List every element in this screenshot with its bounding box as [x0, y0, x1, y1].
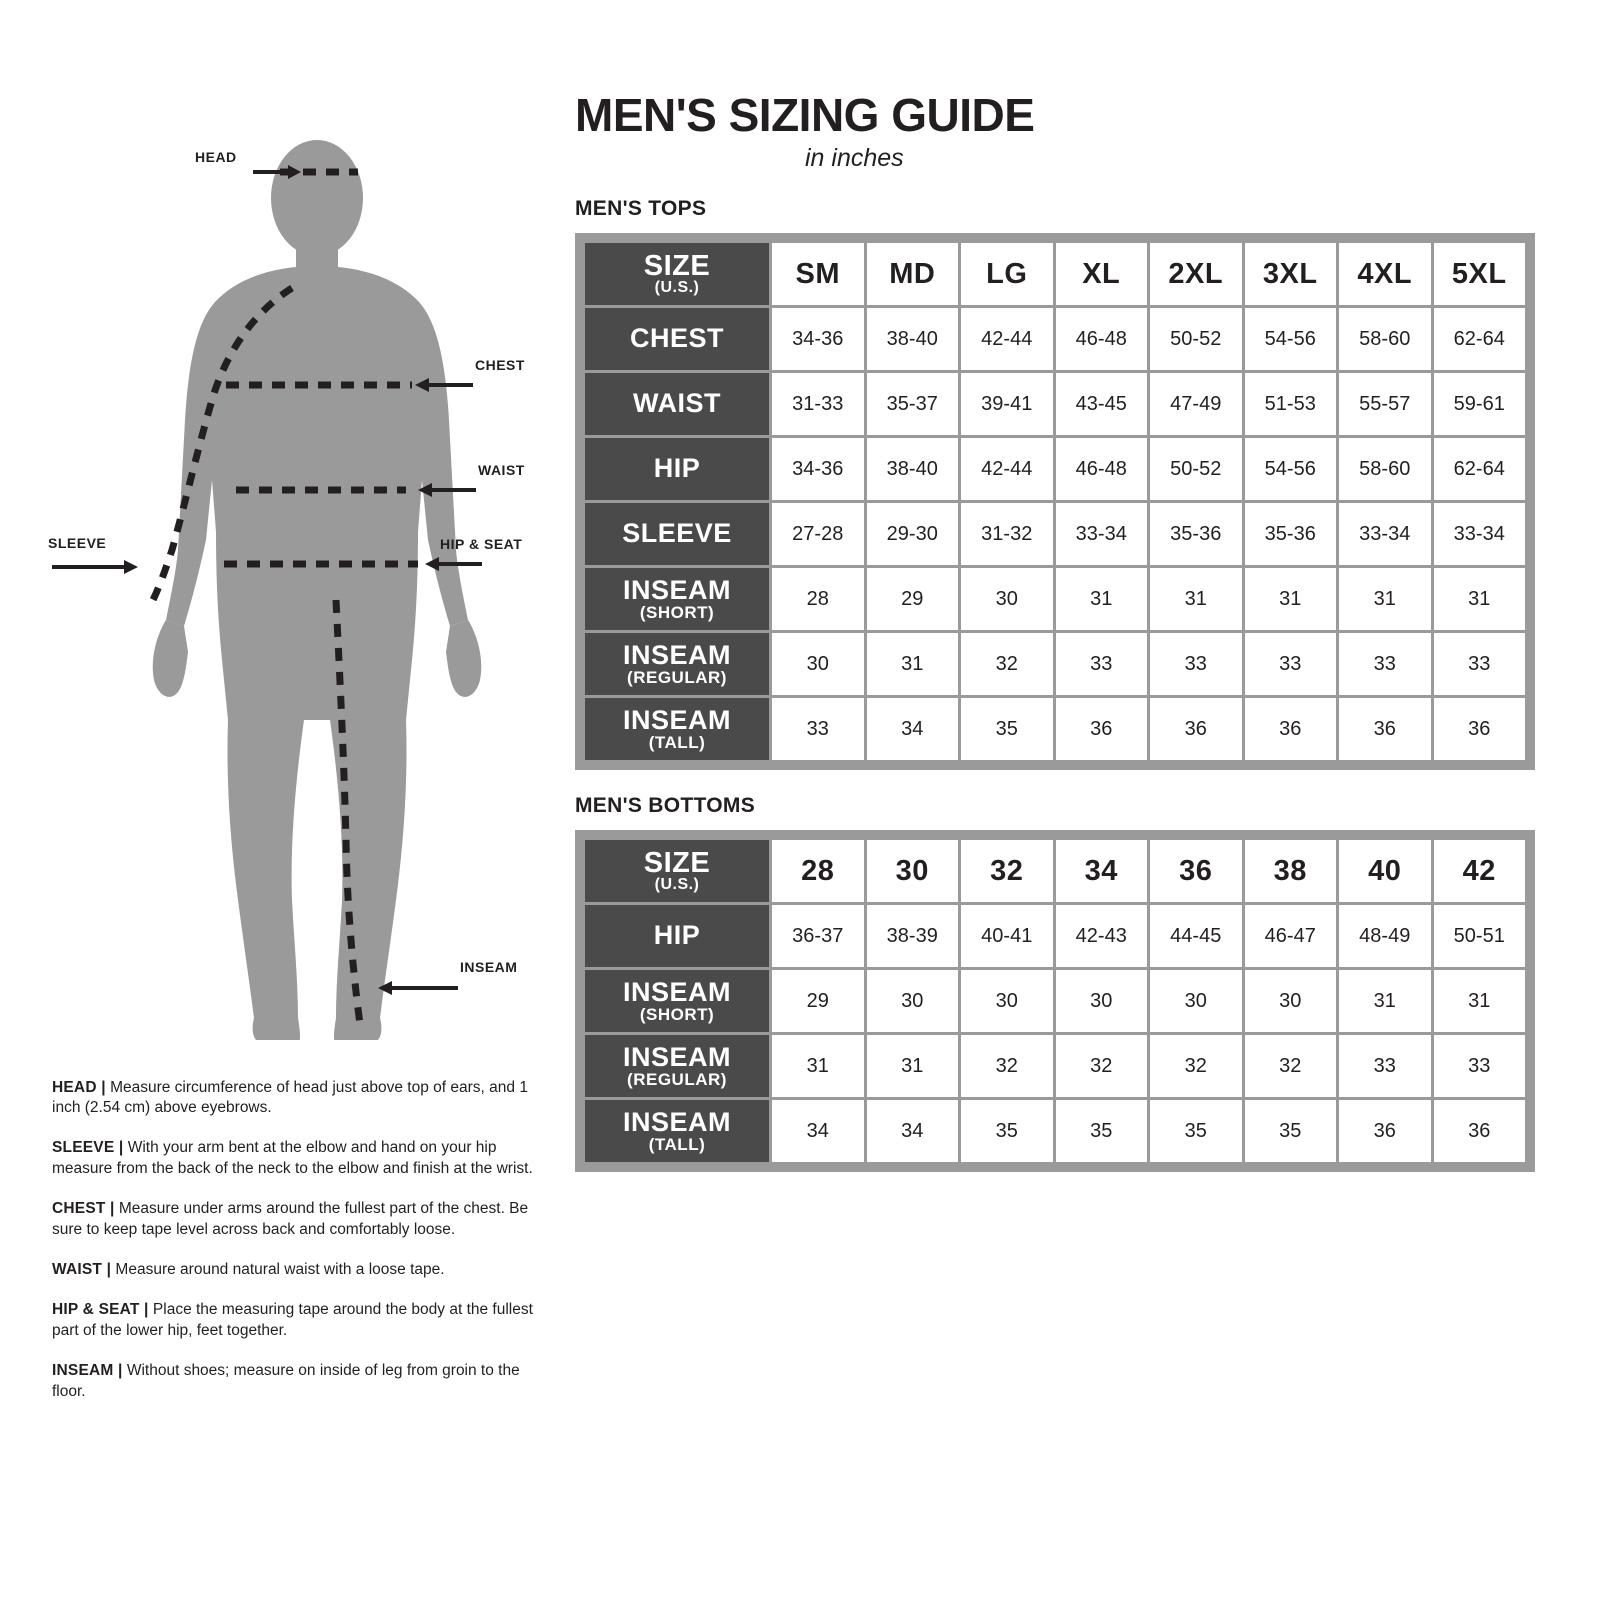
bottoms-cell: 34 [771, 1099, 866, 1164]
label-head: HEAD [195, 149, 237, 165]
note-text-hip-seat: Place the measuring tape around the body at the fullest part of the lower hip, feet together. [52, 1300, 533, 1339]
tops-cell: 62-64 [1432, 307, 1527, 372]
callout-inseam [378, 959, 517, 995]
bottoms-cell: 44-45 [1149, 904, 1244, 969]
tops-row-main: HIP [653, 453, 701, 484]
note-sleeve [52, 1138, 552, 1180]
table-row [584, 1034, 1527, 1099]
bottoms-row-header [584, 904, 771, 969]
bottoms-cell: 33 [1338, 1034, 1433, 1099]
tops-cell: 50-52 [1149, 437, 1244, 502]
table-row [584, 502, 1527, 567]
table-row [584, 839, 1527, 904]
tops-row-header [584, 697, 771, 762]
bottoms-row-sub: (TALL) [648, 1134, 706, 1154]
bottoms-cell: 30 [1054, 969, 1149, 1034]
bottoms-cell: 46-47 [1243, 904, 1338, 969]
bottoms-cell: 31 [1338, 969, 1433, 1034]
tops-cell: 35-36 [1243, 502, 1338, 567]
bottoms-col-header: 42 [1432, 839, 1527, 904]
table-row [584, 437, 1527, 502]
bottoms-col-header: 38 [1243, 839, 1338, 904]
bottoms-cell: 36-37 [771, 904, 866, 969]
tops-row-header [584, 632, 771, 697]
bottoms-col-header: 34 [1054, 839, 1149, 904]
sizing-tables-column [575, 89, 1535, 1172]
tops-cell: 36 [1054, 697, 1149, 762]
tops-cell: 31 [1054, 567, 1149, 632]
note-term-chest: CHEST | [52, 1200, 115, 1218]
note-term-sleeve: SLEEVE | [52, 1139, 124, 1157]
page-subtitle: in inches [805, 144, 904, 172]
tops-cell: 34-36 [771, 437, 866, 502]
tops-cell: 33 [1243, 632, 1338, 697]
bottoms-cell: 35 [960, 1099, 1055, 1164]
bottoms-cell: 35 [1149, 1099, 1244, 1164]
tops-col-header: 4XL [1338, 242, 1433, 307]
bottoms-cell: 35 [1243, 1099, 1338, 1164]
tops-cell: 42-44 [960, 437, 1055, 502]
measurement-figure [40, 80, 560, 1040]
tops-cell: 62-64 [1432, 437, 1527, 502]
tops-cell: 33-34 [1432, 502, 1527, 567]
tops-cell: 33-34 [1054, 502, 1149, 567]
tops-cell: 35-37 [865, 372, 960, 437]
tops-cell: 43-45 [1054, 372, 1149, 437]
bottoms-cell: 31 [771, 1034, 866, 1099]
bottoms-cell: 30 [1243, 969, 1338, 1034]
tops-cell: 34 [865, 697, 960, 762]
tops-cell: 31 [1149, 567, 1244, 632]
tops-cell: 28 [771, 567, 866, 632]
tops-cell: 27-28 [771, 502, 866, 567]
tops-row-main: CHEST [629, 323, 724, 354]
silhouette-shape [153, 140, 482, 1040]
tops-row-sub: (SHORT) [639, 602, 715, 622]
tops-cell: 33 [1054, 632, 1149, 697]
tops-cell: 36 [1432, 697, 1527, 762]
note-text-chest: Measure under arms around the fullest part of the chest. Be sure to keep tape level across back and comfortably loose. [52, 1200, 529, 1239]
tops-cell: 38-40 [865, 307, 960, 372]
tops-cell: 54-56 [1243, 307, 1338, 372]
bottoms-cell: 36 [1432, 1099, 1527, 1164]
mens-bottoms-table [582, 837, 1528, 1165]
tops-row-header [584, 437, 771, 502]
tops-cell: 31-33 [771, 372, 866, 437]
note-waist [52, 1260, 552, 1281]
tops-col-header: SM [771, 242, 866, 307]
note-text-head: Measure circumference of head just above top of ears, and 1 inch (2.54 cm) above eyebrows. [52, 1078, 528, 1117]
note-chest [52, 1199, 552, 1241]
label-waist: WAIST [478, 462, 525, 478]
bottoms-cell: 42-43 [1054, 904, 1149, 969]
tops-cell: 31 [1432, 567, 1527, 632]
table-row [584, 242, 1527, 307]
tops-cell: 30 [960, 567, 1055, 632]
tops-cell: 29 [865, 567, 960, 632]
page-title: MEN'S SIZING GUIDE [575, 89, 1035, 141]
table-row [584, 632, 1527, 697]
tops-cell: 31 [1243, 567, 1338, 632]
tops-cell: 36 [1243, 697, 1338, 762]
tops-col-header: 2XL [1149, 242, 1244, 307]
tops-cell: 42-44 [960, 307, 1055, 372]
bottoms-cell: 50-51 [1432, 904, 1527, 969]
bottoms-cell: 40-41 [960, 904, 1055, 969]
tops-cell: 34-36 [771, 307, 866, 372]
bottoms-row-sub: (REGULAR) [627, 1069, 727, 1089]
tops-row-main: SLEEVE [622, 518, 732, 549]
section-label-bottoms: MEN'S BOTTOMS [575, 794, 756, 817]
tops-cell: 58-60 [1338, 307, 1433, 372]
tops-row-header [584, 307, 771, 372]
tops-cell: 46-48 [1054, 437, 1149, 502]
bottoms-cell: 33 [1432, 1034, 1527, 1099]
tops-row-main: WAIST [633, 388, 721, 419]
bottoms-row-main: INSEAM [622, 977, 731, 1008]
bottoms-table-frame [575, 830, 1535, 1172]
label-hip-seat: HIP & SEAT [440, 536, 523, 552]
bottoms-cell: 32 [960, 1034, 1055, 1099]
bottoms-corner-main: SIZE [643, 846, 711, 879]
note-term-head: HEAD | [52, 1078, 106, 1096]
note-head [52, 1078, 552, 1120]
table-row [584, 904, 1527, 969]
tops-cell: 33 [1432, 632, 1527, 697]
tops-row-header [584, 502, 771, 567]
note-text-sleeve: With your arm bent at the elbow and hand on your hip measure from the back of the neck to the elbow and finish at the wrist. [52, 1139, 533, 1178]
bottoms-cell: 30 [960, 969, 1055, 1034]
note-inseam [52, 1361, 552, 1403]
table-row [584, 307, 1527, 372]
bottoms-row-header [584, 1034, 771, 1099]
bottoms-col-header: 30 [865, 839, 960, 904]
tops-cell: 36 [1338, 697, 1433, 762]
tops-row-sub: (REGULAR) [627, 667, 727, 687]
bottoms-cell: 31 [865, 1034, 960, 1099]
label-sleeve: SLEEVE [48, 535, 107, 551]
tops-col-header: MD [865, 242, 960, 307]
bottoms-row-main: INSEAM [622, 1107, 731, 1138]
tops-row-main: INSEAM [622, 705, 731, 736]
bottoms-cell: 31 [1432, 969, 1527, 1034]
tops-col-header: XL [1054, 242, 1149, 307]
tops-cell: 30 [771, 632, 866, 697]
label-inseam: INSEAM [460, 959, 518, 975]
label-chest: CHEST [475, 357, 525, 373]
tops-row-header [584, 567, 771, 632]
bottoms-cell: 32 [1149, 1034, 1244, 1099]
tops-row-sub: (TALL) [648, 732, 706, 752]
tops-cell: 33-34 [1338, 502, 1433, 567]
tops-row-main: INSEAM [622, 575, 731, 606]
bottoms-corner-header [584, 839, 771, 904]
tops-col-header: 3XL [1243, 242, 1338, 307]
body-silhouette-svg [40, 80, 560, 1040]
tops-cell: 46-48 [1054, 307, 1149, 372]
callout-sleeve [48, 535, 138, 574]
table-row [584, 567, 1527, 632]
tops-table-frame [575, 233, 1535, 770]
section-label-tops: MEN'S TOPS [575, 197, 707, 220]
note-text-waist: Measure around natural waist with a loose tape. [111, 1261, 445, 1279]
bottoms-col-header: 40 [1338, 839, 1433, 904]
tops-cell: 35-36 [1149, 502, 1244, 567]
table-row [584, 969, 1527, 1034]
bottoms-corner-sub: (U.S.) [654, 876, 700, 894]
bottoms-cell: 48-49 [1338, 904, 1433, 969]
bottoms-row-header [584, 969, 771, 1034]
note-term-hip-seat: HIP & SEAT | [52, 1300, 149, 1318]
tops-cell: 39-41 [960, 372, 1055, 437]
tops-row-header [584, 372, 771, 437]
mens-tops-table [582, 240, 1528, 763]
tops-cell: 32 [960, 632, 1055, 697]
table-row [584, 697, 1527, 762]
tops-corner-header [584, 242, 771, 307]
tops-cell: 58-60 [1338, 437, 1433, 502]
bottoms-cell: 32 [1054, 1034, 1149, 1099]
note-term-waist: WAIST | [52, 1261, 112, 1279]
tops-cell: 36 [1149, 697, 1244, 762]
measurement-notes [52, 1062, 552, 1422]
tops-col-header: 5XL [1432, 242, 1527, 307]
bottoms-row-header [584, 1099, 771, 1164]
tops-cell: 33 [771, 697, 866, 762]
note-text-inseam: Without shoes; measure on inside of leg from groin to the floor. [52, 1361, 520, 1400]
bottoms-col-header: 36 [1149, 839, 1244, 904]
tops-cell: 47-49 [1149, 372, 1244, 437]
bottoms-col-header: 32 [960, 839, 1055, 904]
tops-col-header: LG [960, 242, 1055, 307]
tops-cell: 50-52 [1149, 307, 1244, 372]
note-term-inseam: INSEAM | [52, 1361, 123, 1379]
bottoms-row-main: HIP [653, 920, 701, 951]
bottoms-col-header: 28 [771, 839, 866, 904]
bottoms-cell: 34 [865, 1099, 960, 1164]
bottoms-cell: 30 [865, 969, 960, 1034]
table-row [584, 1099, 1527, 1164]
table-row [584, 372, 1527, 437]
tops-cell: 55-57 [1338, 372, 1433, 437]
tops-row-main: INSEAM [622, 640, 731, 671]
bottoms-cell: 38-39 [865, 904, 960, 969]
bottoms-cell: 29 [771, 969, 866, 1034]
tops-cell: 33 [1149, 632, 1244, 697]
bottoms-cell: 30 [1149, 969, 1244, 1034]
tops-corner-main: SIZE [643, 249, 711, 282]
bottoms-row-sub: (SHORT) [639, 1004, 715, 1024]
note-hip-seat [52, 1300, 552, 1342]
tops-cell: 54-56 [1243, 437, 1338, 502]
tops-cell: 59-61 [1432, 372, 1527, 437]
tops-cell: 31 [1338, 567, 1433, 632]
tops-cell: 33 [1338, 632, 1433, 697]
tops-cell: 29-30 [865, 502, 960, 567]
bottoms-cell: 35 [1054, 1099, 1149, 1164]
bottoms-row-main: INSEAM [622, 1042, 731, 1073]
tops-cell: 31-32 [960, 502, 1055, 567]
tops-cell: 35 [960, 697, 1055, 762]
tops-cell: 51-53 [1243, 372, 1338, 437]
bottoms-cell: 32 [1243, 1034, 1338, 1099]
tops-cell: 38-40 [865, 437, 960, 502]
tops-corner-sub: (U.S.) [654, 279, 700, 297]
tops-cell: 31 [865, 632, 960, 697]
bottoms-cell: 36 [1338, 1099, 1433, 1164]
